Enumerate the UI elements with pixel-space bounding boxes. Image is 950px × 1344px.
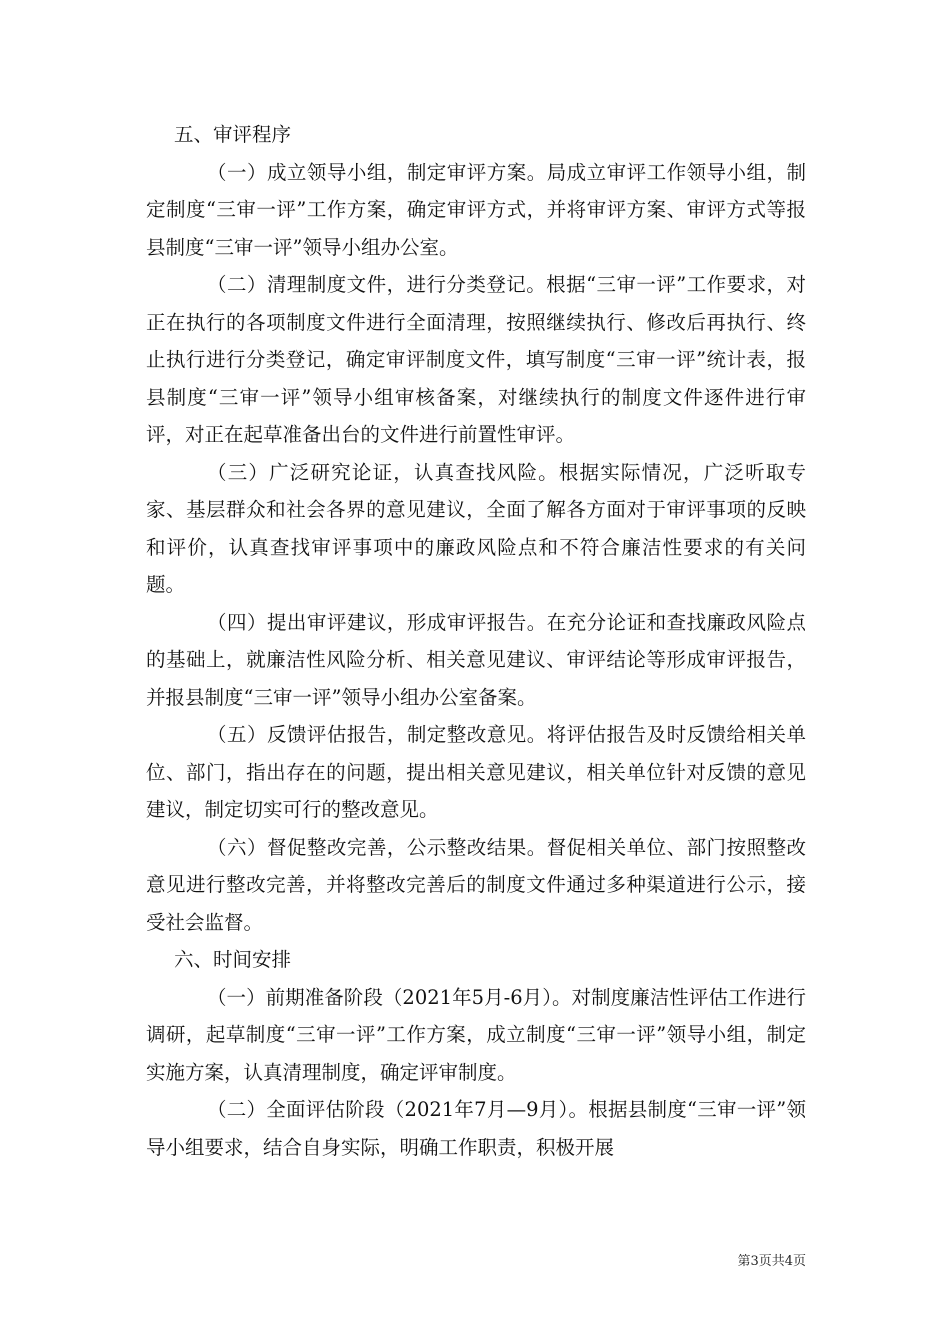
section-heading: 六、时间安排 bbox=[174, 948, 292, 971]
paragraph: （四）提出审评建议，形成审评报告。在充分论证和查找廉政风险点的基础上，就廉洁性风险分析、相关意见建议、审评结论等形成审评报告，并报县制度“三审一评”领导小组办公室备案。 bbox=[146, 610, 806, 709]
paragraph: （二）全面评估阶段（2021年7月—9月）。根据县制度“三审一评”领导小组要求，结合自身实际，明确工作职责，积极开展 bbox=[146, 1098, 806, 1159]
document-body bbox=[146, 116, 806, 1166]
paragraph: （六）督促整改完善，公示整改结果。督促相关单位、部门按照整改意见进行整改完善，并将整改完善后的制度文件通过多种渠道进行公示，接受社会监督。 bbox=[146, 835, 806, 934]
paragraph: （三）广泛研究论证，认真查找风险。根据实际情况，广泛听取专家、基层群众和社会各界的意见建议，全面了解各方面对于审评事项的反映和评价，认真查找审评事项中的廉政风险点和不符合廉洁性要求的有关问题。 bbox=[146, 460, 806, 596]
paragraph: （一）前期准备阶段（2021年5月-6月）。对制度廉洁性评估工作进行调研，起草制度“三审一评”工作方案，成立制度“三审一评”领导小组，制定实施方案，认真清理制度，确定评审制度。 bbox=[146, 985, 806, 1084]
paragraph: （二）清理制度文件，进行分类登记。根据“三审一评”工作要求，对正在执行的各项制度文件进行全面清理，按照继续执行、修改后再执行、终止执行进行分类登记，确定审评制度文件，填写制度“三审一评”统计表，报县制度“三审一评”领导小组审核备案，对继续执行的制度文件逐件进行审评，对正在起草准备出台的文件进行前置性审评。 bbox=[146, 273, 806, 446]
paragraph: （五）反馈评估报告，制定整改意见。将评估报告及时反馈给相关单位、部门，指出存在的问题，提出相关意见建议，相关单位针对反馈的意见建议，制定切实可行的整改意见。 bbox=[146, 723, 806, 821]
section-heading: 五、审评程序 bbox=[174, 123, 292, 146]
paragraph: （一）成立领导小组，制定审评方案。局成立审评工作领导小组，制定制度“三审一评”工作方案，确定审评方式，并将审评方案、审评方式等报县制度“三审一评”领导小组办公室。 bbox=[146, 160, 806, 259]
page-number: 第3页共4页 bbox=[737, 1254, 806, 1269]
